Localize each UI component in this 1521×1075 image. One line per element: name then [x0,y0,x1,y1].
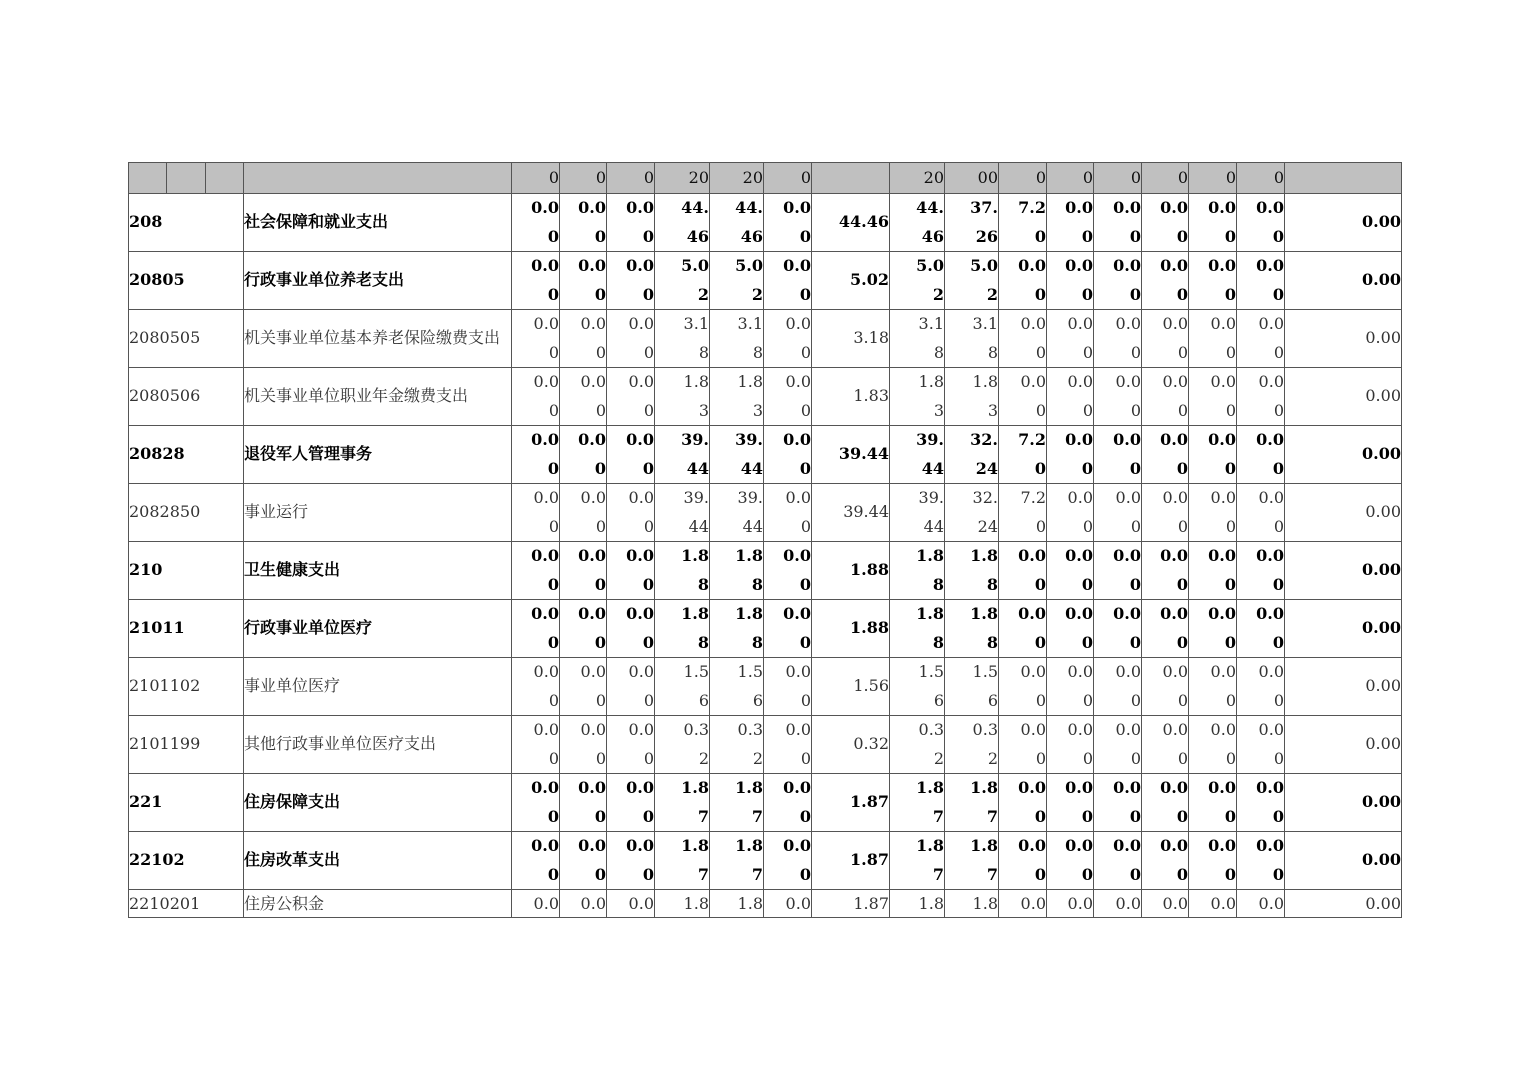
row-value: 0.0 0 [1142,658,1189,716]
row-value: 0.0 0 [1142,832,1189,890]
row-value: 0.0 0 [560,774,607,832]
row-value: 0.00 [1285,426,1402,484]
row-value: 0.0 0 [512,716,560,774]
row-value: 0.0 0 [764,832,812,890]
row-value: 0.00 [1285,252,1402,310]
row-value: 0.0 0 [764,310,812,368]
table-row [129,832,1402,890]
row-value: 32. 24 [945,426,999,484]
row-value: 0.3 2 [655,716,710,774]
row-value: 0.0 0 [1142,310,1189,368]
row-code: 20828 [129,426,244,484]
row-value: 0.0 0 [1237,600,1285,658]
row-value: 0.0 [1047,890,1094,918]
row-value: 5.02 [812,252,890,310]
row-name: 事业单位医疗 [244,658,512,716]
row-value: 0.0 0 [1142,426,1189,484]
row-value: 5.0 2 [945,252,999,310]
row-value: 0.00 [1285,658,1402,716]
row-value: 0.0 0 [1142,194,1189,252]
row-value: 0.0 0 [512,426,560,484]
row-value: 1.8 3 [890,368,945,426]
row-value: 39. 44 [655,426,710,484]
row-value: 32. 24 [945,484,999,542]
row-value: 0.0 0 [607,774,655,832]
row-value: 0.0 0 [1142,252,1189,310]
row-value: 0.0 0 [1094,542,1142,600]
row-value: 0.0 0 [764,716,812,774]
row-value: 1.8 8 [655,542,710,600]
header-cell: 0 [1189,163,1237,194]
row-value: 7.2 0 [999,484,1047,542]
row-value: 0.0 0 [1094,252,1142,310]
header-blank-cell [129,163,167,194]
row-value: 1.8 3 [655,368,710,426]
table-row [129,426,1402,484]
row-value: 0.0 0 [1142,716,1189,774]
row-value: 0.0 0 [607,542,655,600]
table-row [129,890,1402,918]
row-value: 0.0 0 [1189,716,1237,774]
row-value: 0.0 0 [607,832,655,890]
row-value: 0.3 2 [945,716,999,774]
table-row [129,194,1402,252]
row-name: 社会保障和就业支出 [244,194,512,252]
row-value: 0.0 [560,890,607,918]
row-value: 44. 46 [655,194,710,252]
row-value: 0.0 0 [1047,310,1094,368]
row-value: 0.0 0 [1189,368,1237,426]
row-value: 1.8 8 [945,600,999,658]
row-value: 1.5 6 [655,658,710,716]
row-code: 2101102 [129,658,244,716]
row-value: 0.0 0 [512,310,560,368]
row-value: 0.0 0 [1142,484,1189,542]
row-value: 0.0 0 [1047,600,1094,658]
header-name-cell [244,163,512,194]
header-cell: 0 [999,163,1047,194]
row-name: 住房改革支出 [244,832,512,890]
row-value: 0.0 0 [764,542,812,600]
row-value: 5.0 2 [655,252,710,310]
row-value: 0.0 [1142,890,1189,918]
row-value: 0.0 0 [512,194,560,252]
row-value: 0.0 0 [560,310,607,368]
row-value: 1.8 [890,890,945,918]
header-blank-cell [167,163,206,194]
row-value: 0.0 0 [560,600,607,658]
row-value: 37. 26 [945,194,999,252]
row-value: 0.0 [1189,890,1237,918]
row-value: 0.0 0 [1047,252,1094,310]
row-value: 0.0 0 [999,368,1047,426]
row-value: 1.8 7 [945,774,999,832]
row-value: 0.0 [1094,890,1142,918]
row-value: 0.0 0 [999,716,1047,774]
row-value: 1.8 8 [890,542,945,600]
row-value: 0.0 0 [999,774,1047,832]
row-value: 0.0 0 [764,368,812,426]
header-cell [1285,163,1402,194]
row-value: 3.18 [812,310,890,368]
row-value: 7.2 0 [999,426,1047,484]
header-cell: 0 [764,163,812,194]
row-value: 1.8 7 [890,774,945,832]
row-value: 0.0 0 [1189,542,1237,600]
row-value: 0.0 0 [607,194,655,252]
row-value: 0.0 0 [1237,484,1285,542]
row-value: 1.8 3 [945,368,999,426]
row-value: 0.0 0 [607,368,655,426]
row-value: 0.00 [1285,194,1402,252]
row-value: 0.0 0 [1047,426,1094,484]
row-value: 0.0 0 [1237,310,1285,368]
row-value: 0.0 0 [1237,716,1285,774]
row-value: 1.8 7 [655,832,710,890]
row-name: 卫生健康支出 [244,542,512,600]
row-value: 0.0 0 [1142,542,1189,600]
row-value: 3.1 8 [890,310,945,368]
row-value: 0.0 0 [1189,832,1237,890]
row-value: 0.0 0 [560,426,607,484]
row-value: 0.0 0 [1047,484,1094,542]
row-value: 1.8 7 [890,832,945,890]
row-value: 0.0 0 [999,310,1047,368]
row-value: 0.0 0 [607,426,655,484]
row-value: 0.0 0 [999,658,1047,716]
row-value: 39.44 [812,426,890,484]
row-value: 1.8 8 [945,542,999,600]
row-value: 0.0 0 [1047,716,1094,774]
row-value: 0.0 0 [764,252,812,310]
row-value: 39. 44 [890,426,945,484]
row-value: 0.0 0 [560,832,607,890]
row-value: 0.0 0 [1094,484,1142,542]
row-value: 0.00 [1285,832,1402,890]
row-value: 7.2 0 [999,194,1047,252]
row-value: 0.0 0 [1047,774,1094,832]
row-value: 0.0 0 [1237,426,1285,484]
row-value: 44. 46 [710,194,764,252]
row-name: 机关事业单位职业年金缴费支出 [244,368,512,426]
row-value: 0.0 0 [764,600,812,658]
row-value: 0.3 2 [890,716,945,774]
row-name: 其他行政事业单位医疗支出 [244,716,512,774]
row-value: 0.0 [999,890,1047,918]
table-row [129,658,1402,716]
row-value: 0.0 0 [1237,368,1285,426]
row-value: 0.0 0 [1189,484,1237,542]
row-value: 39. 44 [655,484,710,542]
budget-table [128,162,1402,918]
table-row [129,484,1402,542]
row-value: 0.00 [1285,484,1402,542]
row-value: 0.0 0 [999,542,1047,600]
row-value: 0.00 [1285,774,1402,832]
row-name: 退役军人管理事务 [244,426,512,484]
row-value: 0.0 0 [764,658,812,716]
row-value: 0.0 0 [1189,194,1237,252]
row-code: 221 [129,774,244,832]
row-value: 1.87 [812,890,890,918]
row-value: 0.0 0 [1142,368,1189,426]
row-value: 0.0 0 [764,484,812,542]
row-value: 1.8 8 [655,600,710,658]
row-name: 机关事业单位基本养老保险缴费支出 [244,310,512,368]
header-cell: 0 [1237,163,1285,194]
row-value: 0.0 0 [764,426,812,484]
row-value: 0.0 0 [1094,310,1142,368]
row-value: 0.00 [1285,600,1402,658]
row-value: 0.0 0 [560,252,607,310]
row-value: 0.0 0 [1189,252,1237,310]
table-row [129,252,1402,310]
row-value: 3.1 8 [710,310,764,368]
row-value: 0.0 0 [1189,658,1237,716]
row-value: 0.0 0 [1094,426,1142,484]
row-value: 0.0 [607,890,655,918]
row-value: 0.0 0 [1189,600,1237,658]
row-value: 0.0 0 [764,194,812,252]
row-code: 210 [129,542,244,600]
row-code: 20805 [129,252,244,310]
row-value: 0.0 0 [512,774,560,832]
header-cell: 0 [1094,163,1142,194]
row-value: 0.00 [1285,716,1402,774]
row-value: 5.0 2 [710,252,764,310]
row-value: 0.0 0 [1237,832,1285,890]
row-value: 1.8 7 [710,832,764,890]
row-value: 0.0 0 [512,658,560,716]
row-value: 1.8 3 [710,368,764,426]
row-value: 1.8 [655,890,710,918]
row-value: 0.0 0 [1047,368,1094,426]
header-cell: 0 [1047,163,1094,194]
row-value: 0.3 2 [710,716,764,774]
row-code: 2080506 [129,368,244,426]
row-value: 0.00 [1285,542,1402,600]
row-value: 0.0 0 [1047,658,1094,716]
table-row [129,716,1402,774]
row-value: 0.00 [1285,310,1402,368]
row-value: 0.0 0 [1094,600,1142,658]
row-value: 0.0 0 [512,542,560,600]
header-row [129,163,1402,194]
row-value: 1.5 6 [710,658,764,716]
row-value: 1.8 7 [710,774,764,832]
row-value: 0.0 0 [1094,774,1142,832]
row-value: 0.0 [512,890,560,918]
header-blank-cell [206,163,244,194]
row-value: 0.0 0 [1189,426,1237,484]
row-value: 0.0 0 [1142,600,1189,658]
row-value: 0.0 0 [1047,194,1094,252]
row-value: 0.0 [1237,890,1285,918]
row-code: 2101199 [129,716,244,774]
row-value: 0.00 [1285,890,1402,918]
row-value: 0.0 0 [560,542,607,600]
row-value: 1.5 6 [945,658,999,716]
row-value: 0.0 0 [512,600,560,658]
header-cell: 20 [655,163,710,194]
header-cell: 20 [890,163,945,194]
row-value: 0.0 0 [512,368,560,426]
header-cell: 20 [710,163,764,194]
row-value: 1.87 [812,832,890,890]
table-body [129,163,1402,918]
row-value: 0.0 0 [607,600,655,658]
row-name: 行政事业单位医疗 [244,600,512,658]
row-value: 1.88 [812,542,890,600]
row-value: 44. 46 [890,194,945,252]
row-value: 1.56 [812,658,890,716]
row-value: 0.0 0 [1094,194,1142,252]
row-value: 1.8 8 [710,600,764,658]
table-row [129,368,1402,426]
row-value: 0.0 0 [1094,368,1142,426]
row-code: 208 [129,194,244,252]
row-value: 0.0 0 [560,368,607,426]
row-name: 行政事业单位养老支出 [244,252,512,310]
row-value: 3.1 8 [655,310,710,368]
row-value: 0.0 0 [1142,774,1189,832]
row-value: 1.8 [945,890,999,918]
row-value: 44.46 [812,194,890,252]
row-value: 0.0 0 [999,832,1047,890]
row-code: 21011 [129,600,244,658]
header-cell: 00 [945,163,999,194]
row-value: 0.32 [812,716,890,774]
row-value: 0.0 0 [764,774,812,832]
row-value: 0.0 0 [1237,542,1285,600]
header-cell: 0 [512,163,560,194]
row-value: 0.0 0 [1237,658,1285,716]
row-value: 0.0 0 [999,252,1047,310]
row-value: 39. 44 [890,484,945,542]
row-value: 1.88 [812,600,890,658]
row-name: 住房保障支出 [244,774,512,832]
row-value: 0.0 0 [560,194,607,252]
row-value: 0.0 0 [1189,310,1237,368]
row-value: 0.00 [1285,368,1402,426]
row-value: 0.0 0 [999,600,1047,658]
table-row [129,310,1402,368]
row-value: 0.0 0 [1237,252,1285,310]
row-value: 3.1 8 [945,310,999,368]
row-value: 0.0 0 [607,716,655,774]
row-value: 0.0 0 [1047,542,1094,600]
header-cell: 0 [560,163,607,194]
row-value: 0.0 0 [512,484,560,542]
row-value: 1.83 [812,368,890,426]
row-value: 0.0 0 [1237,194,1285,252]
row-value: 1.87 [812,774,890,832]
row-value: 1.8 [710,890,764,918]
row-value: 0.0 0 [1189,774,1237,832]
row-value: 1.8 8 [890,600,945,658]
row-code: 2080505 [129,310,244,368]
row-name: 住房公积金 [244,890,512,918]
table-row [129,542,1402,600]
row-code: 2210201 [129,890,244,918]
header-cell [812,163,890,194]
row-value: 0.0 0 [1094,716,1142,774]
row-value: 0.0 0 [607,658,655,716]
header-cell: 0 [607,163,655,194]
row-value: 0.0 [764,890,812,918]
row-value: 0.0 0 [560,658,607,716]
row-value: 0.0 0 [1047,832,1094,890]
row-value: 1.5 6 [890,658,945,716]
row-value: 39.44 [812,484,890,542]
row-value: 1.8 8 [710,542,764,600]
row-value: 0.0 0 [1237,774,1285,832]
row-value: 0.0 0 [1094,658,1142,716]
row-value: 1.8 7 [655,774,710,832]
row-value: 0.0 0 [1094,832,1142,890]
row-code: 22102 [129,832,244,890]
row-value: 0.0 0 [512,252,560,310]
row-value: 5.0 2 [890,252,945,310]
row-value: 0.0 0 [560,484,607,542]
row-value: 0.0 0 [607,252,655,310]
table-row [129,774,1402,832]
row-value: 0.0 0 [607,310,655,368]
header-cell: 0 [1142,163,1189,194]
table-row [129,600,1402,658]
row-value: 39. 44 [710,426,764,484]
row-value: 0.0 0 [607,484,655,542]
row-value: 1.8 7 [945,832,999,890]
row-value: 0.0 0 [560,716,607,774]
row-code: 2082850 [129,484,244,542]
row-name: 事业运行 [244,484,512,542]
row-value: 39. 44 [710,484,764,542]
row-value: 0.0 0 [512,832,560,890]
